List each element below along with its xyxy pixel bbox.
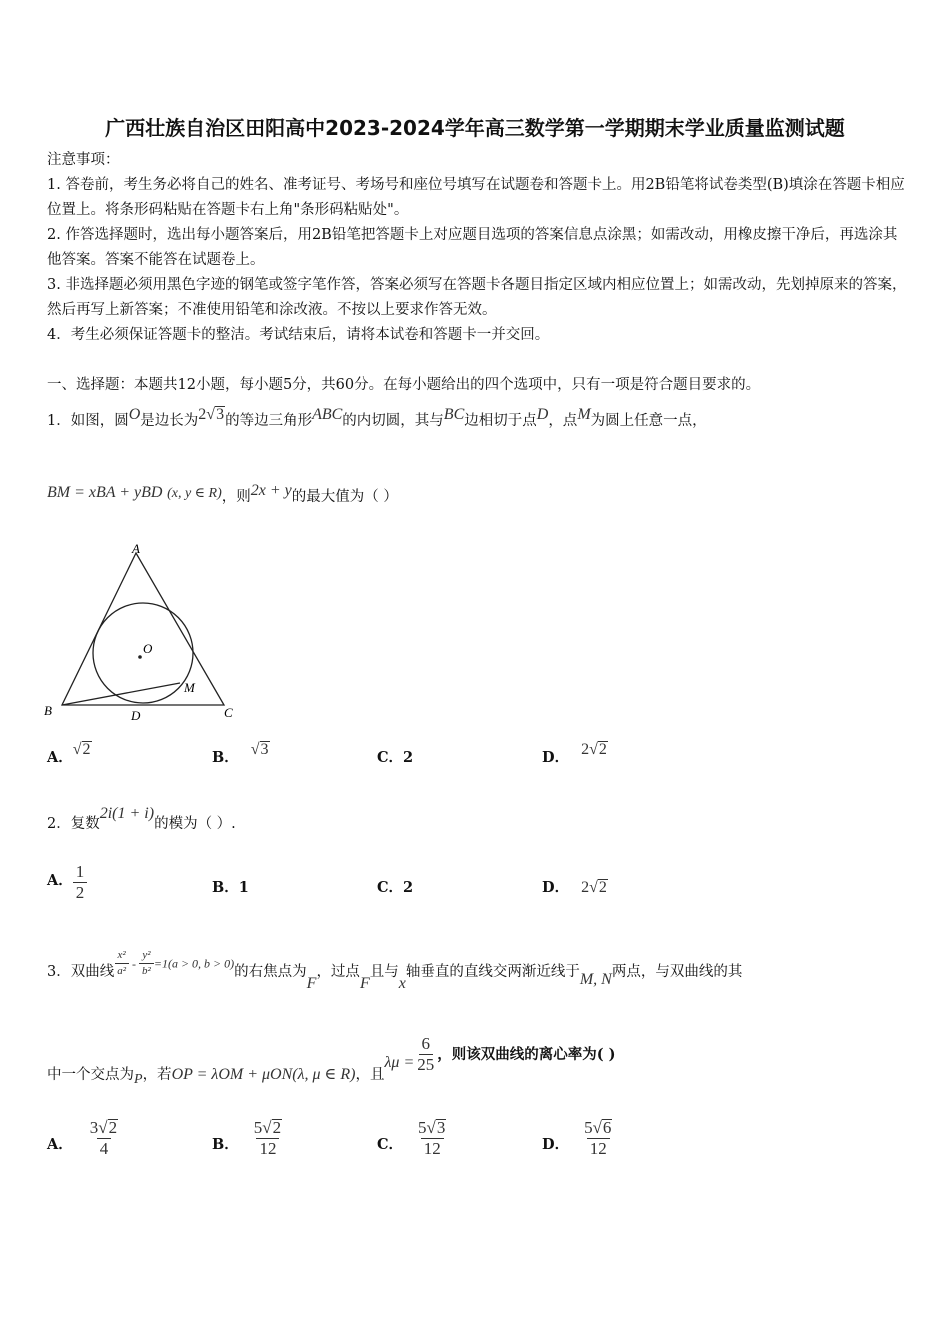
notice-item-4: 4．考生必须保证答题卡的整洁。考试结束后，请将本试卷和答题卡一并交回。 bbox=[47, 327, 550, 343]
q1-triangle-figure bbox=[40, 535, 240, 725]
label-o: O bbox=[143, 641, 153, 656]
notice-heading: 注意事项： bbox=[47, 152, 120, 168]
q3-option-d[interactable]: D． $\frac{5√6}{12}$ bbox=[542, 1118, 612, 1158]
notice-item-3: 3. 非选择题必须用黑色字迹的钢笔或签字笔作答，答案必须写在答题卡各题目指定区域内相应位置上；如需改动，先划掉原来的答案，然后再写上新答案；不准使用铅笔和涂改液。不按以上要求作答无效。 bbox=[47, 277, 907, 318]
center-point bbox=[138, 655, 142, 659]
q2-option-b[interactable]: B．1 bbox=[212, 879, 249, 896]
q3-stem-line1: 3．双曲线 $\frac{\text{x²}}{\text{a²}}$ - $\frac{\text{y²}}{\text{b²}}$ =1(a > 0, b > 0)的右焦点为F，过点F且与x轴垂直的直线交两渐近线于M, N两点，与双曲线的其 bbox=[47, 949, 743, 992]
label-m: M bbox=[184, 680, 195, 695]
notice-item-2: 2. 作答选择题时，选出每小题答案后，用2B铅笔把答题卡上对应题目选项的答案信息点涂黑；如需改动，用橡皮擦干净后，再选涂其他答案。答案不能答在试题卷上。 bbox=[47, 227, 898, 268]
q2-stem: 2．复数2i(1 + i)的模为（ ）. bbox=[47, 805, 236, 832]
q3-option-a[interactable]: A． $\frac{3√2}{4}$ bbox=[47, 1118, 118, 1158]
q1-stem-line2: BM = xBA + yBD (x, y ∈ R)，则2x + y的最大值为（ ） bbox=[47, 482, 398, 505]
q1-option-a[interactable]: A．√2 bbox=[47, 741, 91, 766]
q1-option-b[interactable]: B． √3 bbox=[212, 741, 269, 766]
label-d: D bbox=[131, 708, 141, 723]
q3-option-c[interactable]: C． $\frac{5√3}{12}$ bbox=[377, 1118, 446, 1158]
q2-option-d[interactable]: D． 2√2 bbox=[542, 879, 607, 896]
page-title: 广西壮族自治区田阳高中2023-2024学年高三数学第一学期期末学业质量监测试题 bbox=[105, 116, 845, 140]
label-b: B bbox=[44, 703, 52, 718]
segment-bm bbox=[62, 683, 180, 705]
q3-stem-line2: 中一个交点为P，若OP = λOM + μON(λ, μ ∈ R)，且λμ = $\frac{6}{25}$ ，则该双曲线的离心率为( ) bbox=[47, 1034, 616, 1087]
notice-item-1: 1. 答卷前，考生务必将自己的姓名、准考证号、考场号和座位号填写在试题卷和答题卡上。用2B铅笔将试卷类型(B)填涂在答题卡相应位置上。将条形码粘贴在答题卡右上角"条形码粘贴处"。 bbox=[47, 177, 905, 218]
q1-stem-line1: 1．如图，圆O是边长为2√3的等边三角形ABC的内切圆，其与BC边相切于点D，点M为圆上任意一点， bbox=[47, 406, 707, 429]
q2-option-a[interactable]: A． $\frac{1}{2}$ bbox=[47, 862, 87, 903]
q1-option-c[interactable]: C．2 bbox=[377, 749, 414, 766]
triangle-abc bbox=[62, 553, 224, 705]
section-heading: 一、选择题：本题共12小题，每小题5分，共60分。在每小题给出的四个选项中，只有一项是符合题目要求的。 bbox=[47, 377, 761, 393]
label-c: C bbox=[224, 705, 233, 720]
q3-option-b[interactable]: B． $\frac{5√2}{12}$ bbox=[212, 1118, 282, 1158]
q2-option-c[interactable]: C．2 bbox=[377, 879, 414, 896]
label-a: A bbox=[132, 541, 140, 556]
q1-option-d[interactable]: D． 2√2 bbox=[542, 741, 607, 766]
